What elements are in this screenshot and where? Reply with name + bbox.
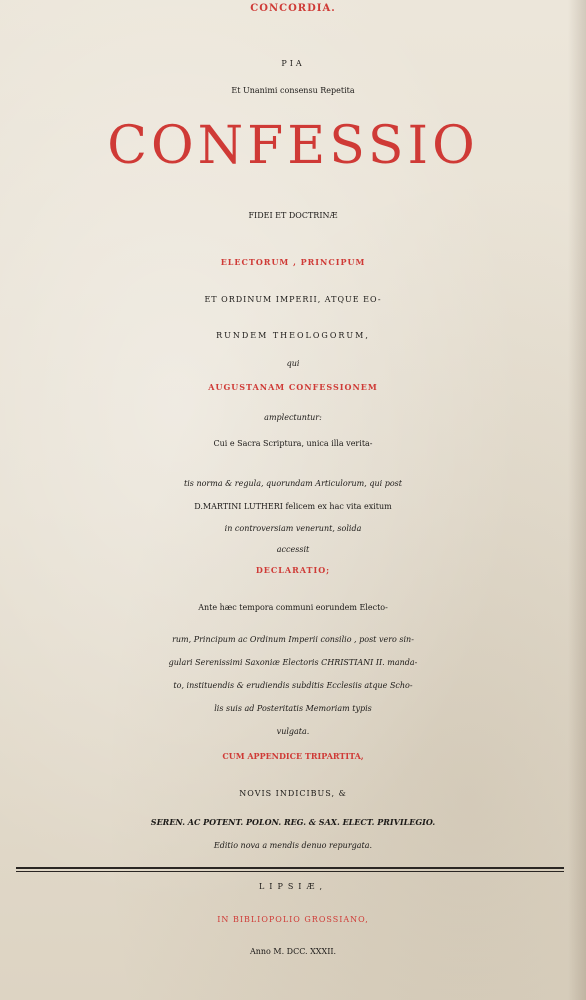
line-cui-e-sacra: Cui e Sacra Scriptura, unica illa verita- [213, 439, 373, 448]
line-anno: Anno M. DCC. XXXII. [249, 947, 337, 956]
line-augustanam-confessionem: AUGUSTANAM CONFESSIONEM [208, 382, 378, 392]
line-fidei-et-doctrinae: FIDEI ET DOCTRINÆ [248, 211, 338, 220]
line-lipsiae: LIPSIÆ, [258, 882, 328, 891]
line-cum-appendice: CUM APPENDICE TRIPARTITA, [222, 751, 364, 761]
heading-concordia: CONCORDIA. [250, 3, 336, 14]
line-privilegio: SEREN. AC POTENT. POLON. REG. & SAX. ELECT. PRIVILEGIO. [150, 817, 436, 827]
line-lis-suis: lis suis ad Posteritatis Memoriam typis [214, 704, 372, 713]
divider-rule [16, 867, 564, 869]
line-ante-haec-tempora: Ante hæc tempora communi eorundem Electo- [198, 603, 388, 612]
line-rum-principum: rum, Principum ac Ordinum Imperii consilio , post vero sin- [172, 635, 414, 644]
line-to-instituendis: to, instituendis & erudiendis subditis Ecclesiis atque Scho- [173, 681, 413, 690]
line-qui: qui [286, 359, 300, 368]
divider-rule-thin [16, 871, 564, 872]
line-et-ordinum-imperii: ET ORDINUM IMPERII, ATQUE EO- [204, 295, 382, 304]
line-et-unanimi: Et Unanimi consensu Repetita [231, 86, 355, 95]
line-in-controversiam: in controversiam venerunt, solida [224, 524, 362, 533]
line-novis-indicibus: NOVIS INDICIBUS, & [239, 789, 347, 798]
heading-confessio: CONFESSIO [107, 116, 479, 176]
line-accessit: accessit [276, 545, 310, 554]
line-rundem-theologorum: RUNDEM THEOLOGORUM, [216, 331, 370, 340]
line-in-bibliopolio: IN BIBLIOPOLIO GROSSIANO, [217, 915, 369, 924]
line-amplectuntur: amplectuntur: [264, 413, 322, 422]
line-tis-norma: tis norma & regula, quorundam Articulorum, qui post [184, 479, 402, 488]
line-gulari-serenissimi: gulari Serenissimi Saxoniæ Electoris CHRISTIANI II. manda- [168, 658, 418, 667]
line-vulgata: vulgata. [276, 727, 310, 736]
line-d-martini-lutheri: D.MARTINI LUTHERI felicem ex hac vita exitum [194, 502, 392, 511]
line-pia: PIA [281, 59, 305, 68]
line-editio-nova: Editio nova a mendis denuo repurgata. [213, 841, 373, 850]
line-electorum-principum: ELECTORUM , PRINCIPUM [220, 257, 366, 267]
heading-declaratio: DECLARATIO; [255, 565, 331, 575]
